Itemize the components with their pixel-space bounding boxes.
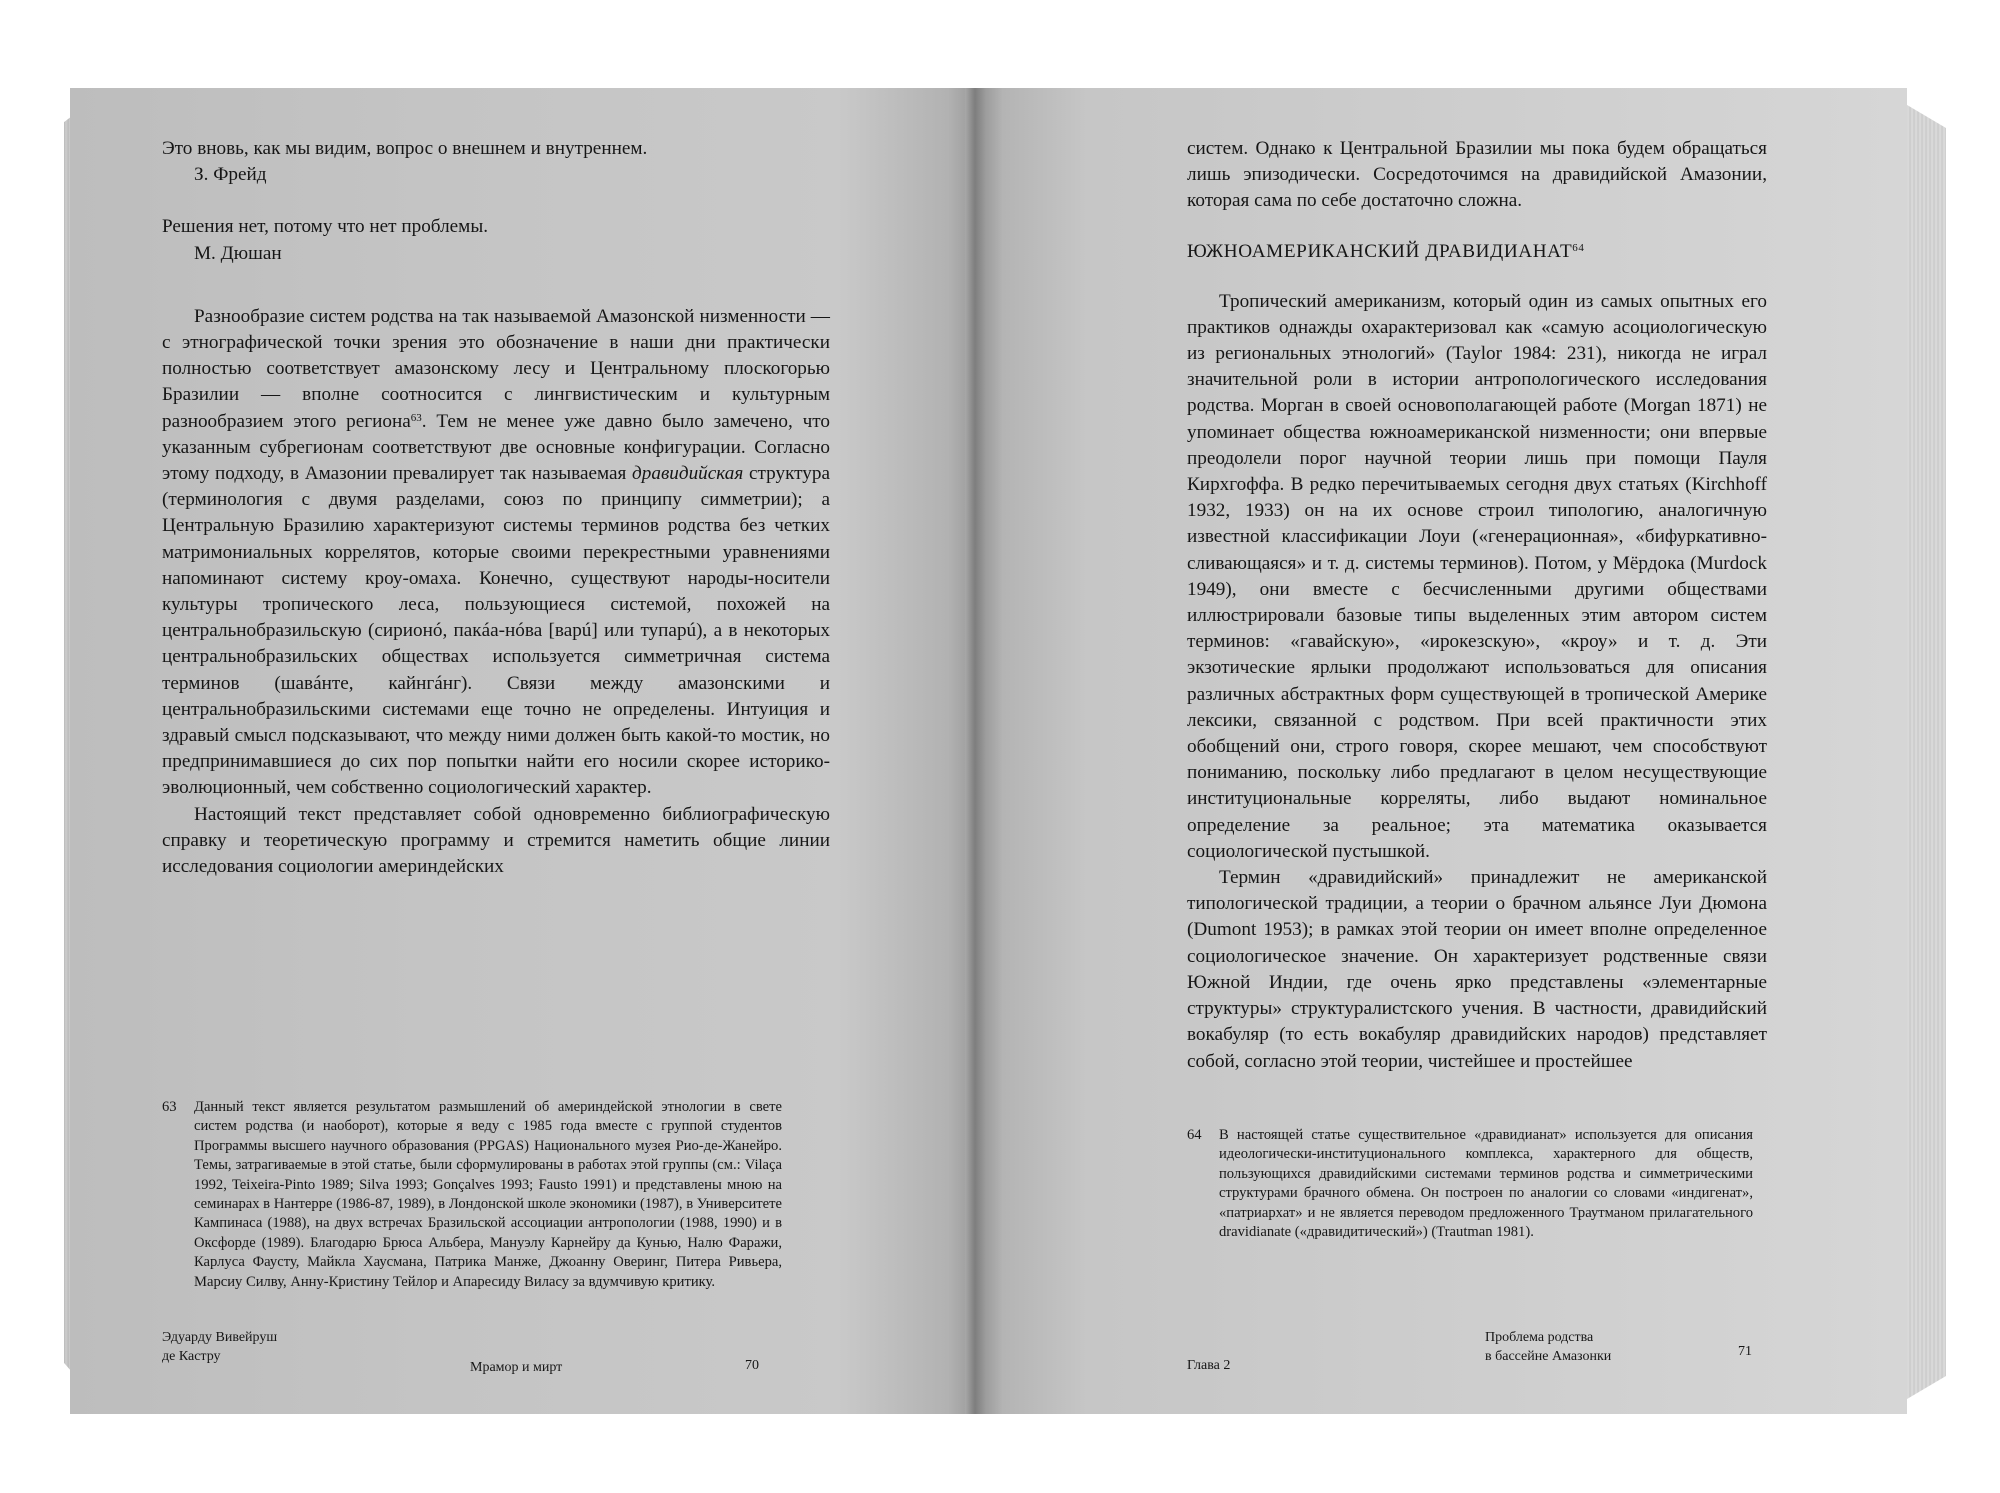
epigraph-quote: Решения нет, потому что нет проблемы. — [162, 216, 489, 238]
running-footer-title: Проблема родства в бассейне Амазонки — [1485, 1330, 1612, 1364]
footnote-text: Данный текст является результатом размышлений об америндейской этнологии в свете систем родства (и наоборот), которые я веду с 1985 года вместе с группой студентов Программы высшего научного образования (PPGAS) Национального музея Рио-де-Жанейро. Темы, затрагиваемые в этой статье, были сформулированы в работах этой группы (см.: Vilaça 1992, Teixeira-Pinto 1989; Silva 1993; Gonçalves 1993; Fausto 1991) и представлены мною на семинарах в Нантерре (1986-87, 1989), в Лондонской школе экономики (1987), в Университете Кампинаса (1988), на двух встречах Бразильской ассоциации антропологии (1988, 1990) и в Оксфорде (1989). Благодарю Брюса Альбера, Мануэлу Карнейру да Кунью, Налю Фаражи, Карлуса Фаусту, Майкла Хаусмана, Патрика Манже, Джоанну Оверинг, Питера Ривьера, Марсиу Силву, Анну-Кристину Тейлор и Апаресиду Виласу за вдумчивую критику. — [194, 1099, 782, 1290]
section-heading: ЮЖНОАМЕРИКАНСКИЙ ДРАВИДИАНАТ$^{64}$ — [1187, 240, 1585, 262]
page-number: 71 — [1738, 1344, 1752, 1359]
running-footer-author: Эдуарду Вивейруш де Кастру — [162, 1330, 278, 1364]
footnote-number: 64 — [1187, 1127, 1202, 1143]
book-spine-gutter — [965, 88, 985, 1414]
running-footer-title: Мрамор и мирт — [470, 1360, 563, 1375]
page-number: 70 — [745, 1358, 759, 1373]
right-page — [975, 88, 1907, 1414]
left-page-body — [162, 136, 830, 880]
running-footer-chapter: Глава 2 — [1187, 1358, 1231, 1373]
paragraph: Разнообразие систем родства на так называемой Амазонской низменности — с этнографической точки зрения это обозначение в наши дни практически полностью соответствует амазонскому лесу и Центральному плоскогорью Бразилии — вполне соотносится с лингвистическим и культурным разнообразием этого региона$^{63}$. Тем не менее уже давно было замечено, что указанным субрегионам соответствуют две основные конфигурации. Согласно этому подходу, в Амазонии превалирует так называемая дравидийская структура (терминология с двумя разделами, союз по принципу симметрии); а Центральную Бразилию характеризуют системы терминов родства без четких матримониальных коррелятов, которые своими перекрестными уравнениями напоминают систему кроу-омаха. Конечно, существуют народы-носители культуры тропического леса, пользующиеся системой, похожей на центральнобразильскую (сирионó, пакáа-нóва [варú] или тупарú), а в некоторых центральнобразильских обществах используется симметричная система терминов (шавáнте, кайнгáнг). Связи между амазонскими и центральнобразильскими системами еще точно не определены. Интуиция и здравый смысл подсказывают, что между ними должен быть какой-то мостик, но предпринимавшиеся до сих пор попытки найти его носили скорее историко-эволюционный, чем собственно социологический характер. — [162, 305, 830, 799]
footnote-reference[interactable]: 64 — [1572, 241, 1585, 254]
paragraph: Тропический американизм, который один из самых опытных его практиков однажды охарактеризовал как «самую асоциологическую из региональных этнологий» (Taylor 1984: 231), никогда не играл значительной роли в истории антропологического исследования родства. Морган в своей основополагающей работе (Morgan 1871) не упоминает общества южноамериканской низменности; они впервые преодолели порог научной теории лишь при помощи Пауля Кирхгоффа. В редко перечитываемых сегодня двух статьях (Kirchhoff 1932, 1933) он на их основе строил типологию, аналогичную известной классификации Лоуи («генерационная», «бифуркативно-сливающаяся» и т. д. системы терминов). Потом, у Мёрдока (Murdock 1949), они вместе с бесчисленными другими обществами иллюстрировали базовые типы выделенных этим автором систем терминов: «гавайскую», «ирокезскую», «кроу» и т. д. Эти экзотические ярлыки продолжают использоваться для описания различных абстрактных форм существующей в тропической Америке лексики, связанной с родством. При всей практичности этих обобщений они, строго говоря, скорее мешают, чем способствуют пониманию, поскольку либо предлагают в целом несуществующие институциональные корреляты, либо выдают номинальное определение за реальное; эта математика оказывается социологической пустышкой. — [1187, 290, 1767, 862]
paragraph: систем. Однако к Центральной Бразилии мы пока будем обращаться лишь эпизодически. Сосредоточимся на дравидийской Амазонии, которая сама по себе достаточно сложна. — [1187, 138, 1767, 212]
right-page-body — [1187, 136, 1767, 1075]
footnote-reference[interactable]: 63 — [410, 411, 422, 424]
footnote — [1187, 1126, 1753, 1242]
epigraph-author: М. Дюшан — [194, 242, 282, 264]
footnote-text: В настоящей статье существительное «дравидианат» используется для описания идеологически-институционального комплекса, характерного для обществ, пользующихся дравидийскими системами терминов родства и симметрическими структурами брачного обмена. Он построен по аналогии со словами «индигенат», «патриархат» и не является переводом предложенного Траутманом прилагательного dravidianate («дравидитический») (Trautman 1981). — [1219, 1127, 1753, 1241]
paragraph: Настоящий текст представляет собой одновременно библиографическую справку и теоретическую программу и стремится наметить общие линии исследования социологии америндейских — [162, 803, 830, 878]
epigraph-quote: Это вновь, как мы видим, вопрос о внешнем и внутреннем. — [162, 138, 648, 159]
footnote — [162, 1098, 782, 1292]
epigraph-author: З. Фрейд — [194, 164, 267, 186]
left-page — [70, 88, 975, 1414]
paragraph: Термин «дравидийский» принадлежит не американской типологической традиции, а теории о брачном альянсе Луи Дюмона (Dumont 1953); в рамках этой теории он имеет вполне определенное социологическое значение. Он характеризует родственные связи Южной Индии, где очень ярко представлены «элементарные структуры» структуралистского учения. В частности, дравидийский вокабуляр (то есть вокабуляр дравидийских народов) представляет собой, согласно этой теории, чистейшее и простейшее — [1187, 867, 1767, 1072]
footnote-number: 63 — [162, 1099, 177, 1115]
right-page-edges — [1902, 102, 1946, 1402]
